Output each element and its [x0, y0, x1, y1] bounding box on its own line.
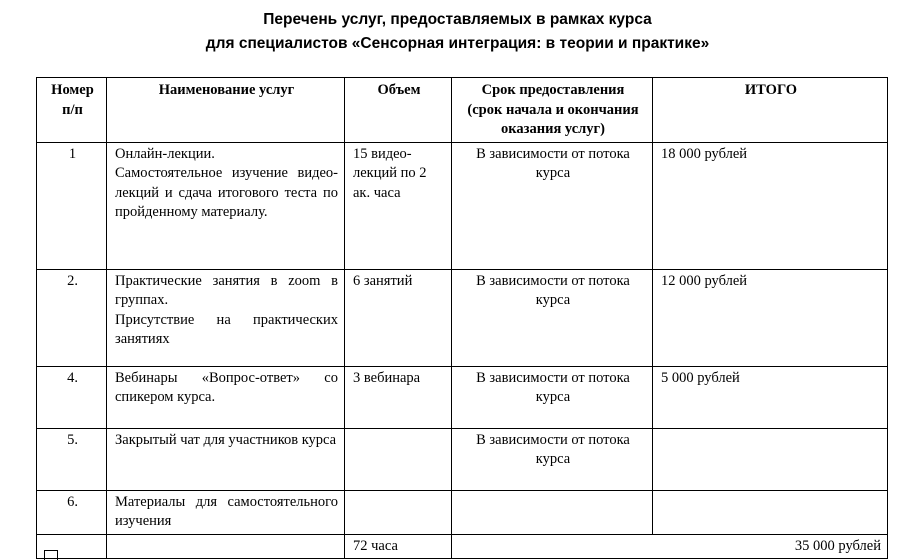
header-volume: Объем — [345, 78, 452, 143]
row-total: 12 000 рублей — [653, 269, 888, 366]
header-term — [452, 78, 653, 143]
header-term-title: Срок предоставления — [481, 82, 625, 98]
header-row — [37, 78, 888, 143]
summary-total: 35 000 рублей — [452, 534, 888, 559]
row-number: 6. — [37, 490, 107, 534]
row-volume: 15 видео-лекций по 2 ак. часа — [345, 142, 452, 269]
row-volume — [345, 490, 452, 534]
table-row — [37, 142, 888, 269]
row-name — [107, 269, 345, 366]
row-name-line: Материалы для самостоятельного изучения — [115, 493, 338, 529]
header-name: Наименование услуг — [107, 78, 345, 143]
header-term-subtitle: (срок начала и окончания оказания услуг) — [467, 101, 639, 137]
row-name-line: Присутствие на практических занятиях — [115, 311, 338, 347]
row-volume: 3 вебинара — [345, 366, 452, 428]
header-number: Номер п/п — [37, 78, 107, 143]
row-total: 18 000 рублей — [653, 142, 888, 269]
table-row — [37, 428, 888, 490]
row-name — [107, 490, 345, 534]
row-name-line: Самостоятельное изучение видео-лекций и сдача итогового теста по пройденному материалу. — [115, 165, 338, 220]
table-row — [37, 366, 888, 428]
summary-volume: 72 часа — [345, 534, 452, 559]
row-name — [107, 142, 345, 269]
row-total — [653, 428, 888, 490]
table-row — [37, 490, 888, 534]
page-title-line-1: Перечень услуг, предоставляемых в рамках курса — [263, 11, 652, 28]
page-title — [0, 8, 915, 56]
checkbox-mark-icon — [44, 550, 58, 560]
row-volume: 6 занятий — [345, 269, 452, 366]
row-term: В зависимости от потока курса — [452, 428, 653, 490]
row-name — [107, 428, 345, 490]
header-total: ИТОГО — [653, 78, 888, 143]
row-total — [653, 490, 888, 534]
row-name-line: Вебинары «Вопрос-ответ» со спикером курса. — [115, 369, 338, 405]
row-number: 2. — [37, 269, 107, 366]
row-name — [107, 366, 345, 428]
row-name-line: Практические занятия в zoom в группах. — [115, 272, 338, 308]
table-row — [37, 269, 888, 366]
row-total: 5 000 рублей — [653, 366, 888, 428]
row-number: 5. — [37, 428, 107, 490]
row-term: В зависимости от потока курса — [452, 366, 653, 428]
row-term — [452, 490, 653, 534]
row-number: 1 — [37, 142, 107, 269]
row-name-line: Онлайн-лекции. — [115, 145, 215, 162]
row-volume — [345, 428, 452, 490]
row-number: 4. — [37, 366, 107, 428]
page-title-line-2: для специалистов «Сенсорная интеграция: в теории и практике» — [205, 35, 710, 52]
services-table — [36, 77, 888, 559]
row-term: В зависимости от потока курса — [452, 142, 653, 269]
row-term: В зависимости от потока курса — [452, 269, 653, 366]
row-name-line: Закрытый чат для участников курса — [115, 431, 337, 448]
